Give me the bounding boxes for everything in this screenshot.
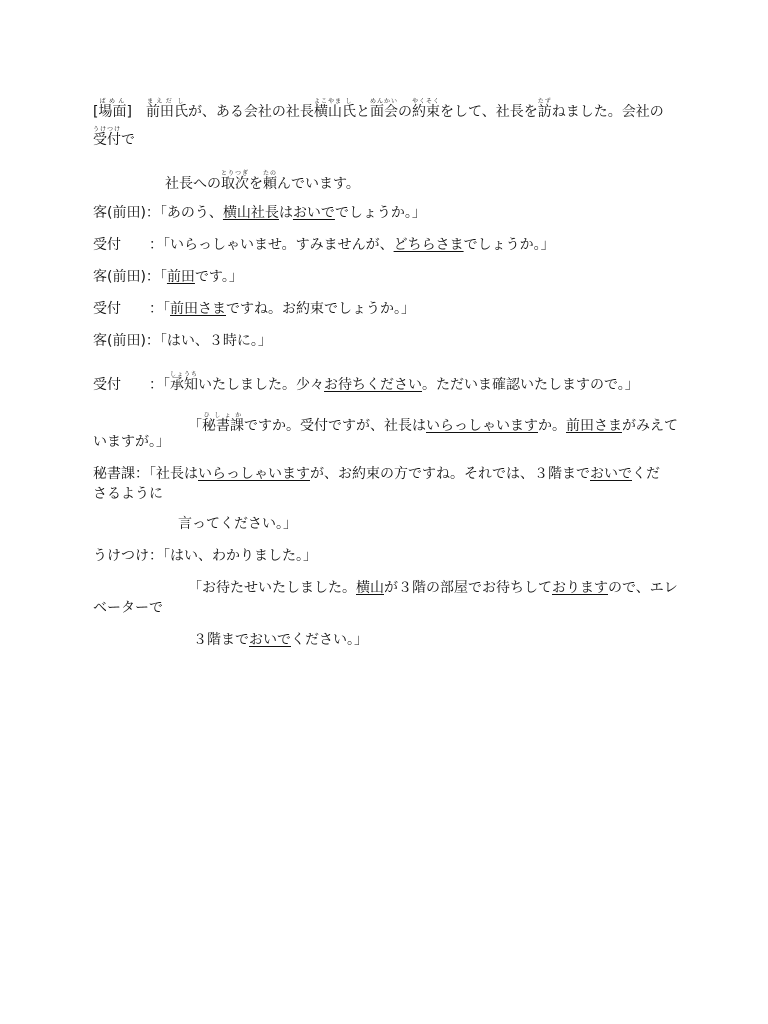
furigana-reading: やくそく: [411, 98, 440, 105]
scene-description-line: [165, 170, 678, 194]
text-segment: 秘書課：「社長は: [93, 466, 198, 482]
dialogue-line-reception: [93, 235, 678, 255]
text-segment: が３階の部屋でお待ちして: [384, 580, 552, 596]
scene-heading-line-continued: [93, 126, 678, 150]
scene-heading-line: [93, 98, 678, 122]
underlined-phrase: おります: [552, 580, 608, 596]
underlined-phrase: 横山社長: [222, 205, 279, 221]
furigana-reading: ひしょか: [202, 412, 244, 419]
furigana-reading: とりつぎ: [221, 170, 250, 177]
text-segment: の: [397, 104, 412, 120]
text-segment: ３階まで: [193, 632, 249, 648]
underlined-phrase: お待ちください: [324, 377, 423, 393]
text-segment: ですね。お約束でしょうか。」: [226, 301, 415, 317]
text-segment: 社長への: [165, 176, 221, 192]
text-segment: 受付 ：「: [93, 377, 170, 393]
underlined-phrase: どちらさま: [393, 237, 464, 253]
text-segment: ください。」: [291, 632, 368, 648]
text-segment: が、お約束の方ですね。それでは、３階まで: [310, 466, 590, 482]
dialogue-line-reception: [93, 299, 678, 319]
underlined-phrase: いらっしゃいます: [198, 466, 310, 482]
dialogue-line-reception-phone-continued: [93, 432, 678, 452]
dialogue-line-reception-to-customer: [188, 578, 678, 598]
text-segment: 「お待たせいたしました。: [188, 580, 356, 596]
ruby-annotated-word: 前田まえだ: [145, 98, 174, 120]
underlined-phrase: おいで: [590, 466, 632, 482]
furigana-reading: しょうち: [170, 371, 199, 378]
text-segment: をして、社長を: [439, 104, 538, 120]
text-segment: です。」: [194, 269, 243, 285]
underlined-phrase: おいで: [249, 632, 291, 648]
text-segment: 「: [188, 418, 202, 434]
dialogue-line-customer: [93, 203, 678, 223]
underlined-phrase: 前田さま: [566, 418, 622, 434]
ruby-annotated-word: 受付うけつけ: [93, 126, 122, 148]
text-segment: か。: [538, 418, 566, 434]
text-segment: ので、エレ: [608, 580, 678, 596]
dialogue-line-reception-to-customer-continued: [93, 598, 678, 618]
text-segment: いますが。」: [93, 434, 170, 450]
dialogue-line-reception: [93, 371, 678, 395]
text-segment: んでいます。: [277, 176, 360, 192]
ruby-annotated-word: 取次とりつぎ: [221, 170, 250, 192]
furigana-reading: めんかい: [369, 98, 398, 105]
text-segment: 言ってください。」: [178, 516, 297, 532]
furigana-reading: し: [173, 98, 188, 105]
underlined-phrase: 前田さま: [170, 301, 226, 317]
text-segment: 受付 ：「: [93, 301, 170, 317]
text-segment: ]: [126, 104, 146, 120]
ruby-annotated-word: 氏し: [173, 98, 188, 120]
furigana-reading: たの: [263, 170, 278, 177]
text-segment: で: [121, 132, 136, 148]
ruby-annotated-word: 秘書課ひしょか: [202, 412, 244, 434]
ruby-annotated-word: 氏し: [341, 98, 356, 120]
text-segment: ですか。受付ですが、社長は: [244, 418, 426, 434]
text-segment: 客(前田)：「: [93, 269, 167, 285]
text-segment: がみえて: [622, 418, 678, 434]
dialogue-line-secretary-continued: [93, 484, 678, 504]
text-segment: さるように: [93, 486, 163, 502]
underlined-phrase: おいで: [292, 205, 335, 221]
furigana-reading: まえだ: [145, 98, 174, 105]
ruby-annotated-word: 承知しょうち: [170, 371, 199, 393]
dialogue-line-reception: [93, 546, 678, 566]
text-segment: が、ある会社の社長: [187, 104, 314, 120]
text-segment: [: [93, 104, 99, 120]
text-segment: うけつけ：「はい、わかりました。」: [93, 548, 317, 564]
text-segment: 客(前田)：「はい、３時に。」: [93, 333, 272, 349]
text-segment: 客(前田)：「あのう、: [93, 205, 223, 221]
ruby-annotated-word: 訪たず: [537, 98, 552, 120]
furigana-reading: うけつけ: [93, 126, 122, 133]
text-segment: と: [355, 104, 370, 120]
text-segment: 受付 ：「いらっしゃいませ。すみませんが、: [93, 237, 394, 253]
dialogue-line-secretary: [93, 464, 678, 484]
ruby-annotated-word: 頼たの: [263, 170, 278, 192]
ruby-annotated-word: 横山よこやま: [313, 98, 342, 120]
text-segment: ベーターで: [93, 600, 163, 616]
furigana-reading: ばめん: [98, 98, 127, 105]
underlined-phrase: 前田: [166, 269, 195, 285]
dialogue-line-secretary-continued: [178, 514, 678, 534]
dialogue-line-customer: [93, 267, 678, 287]
text-segment: ねました。会社の: [551, 104, 664, 120]
text-segment: は: [278, 205, 293, 221]
dialogue-line-reception-to-customer-continued: [193, 630, 678, 650]
furigana-reading: し: [341, 98, 356, 105]
dialogue-line-customer: [93, 331, 678, 351]
text-segment: いたしました。少々: [198, 377, 325, 393]
underlined-phrase: いらっしゃいます: [426, 418, 538, 434]
ruby-annotated-word: 場面ばめん: [98, 98, 127, 120]
text-segment: を: [249, 176, 264, 192]
ruby-annotated-word: 約束やくそく: [411, 98, 440, 120]
ruby-annotated-word: 面会めんかい: [369, 98, 398, 120]
furigana-reading: よこやま: [313, 98, 342, 105]
text-segment: 。ただいま確認いたしますので。」: [422, 377, 639, 393]
text-segment: くだ: [632, 466, 660, 482]
text-segment: でしょうか。」: [463, 237, 555, 253]
furigana-reading: たず: [537, 98, 552, 105]
underlined-phrase: 横山: [356, 580, 384, 596]
text-segment: でしょうか。」: [334, 205, 426, 221]
